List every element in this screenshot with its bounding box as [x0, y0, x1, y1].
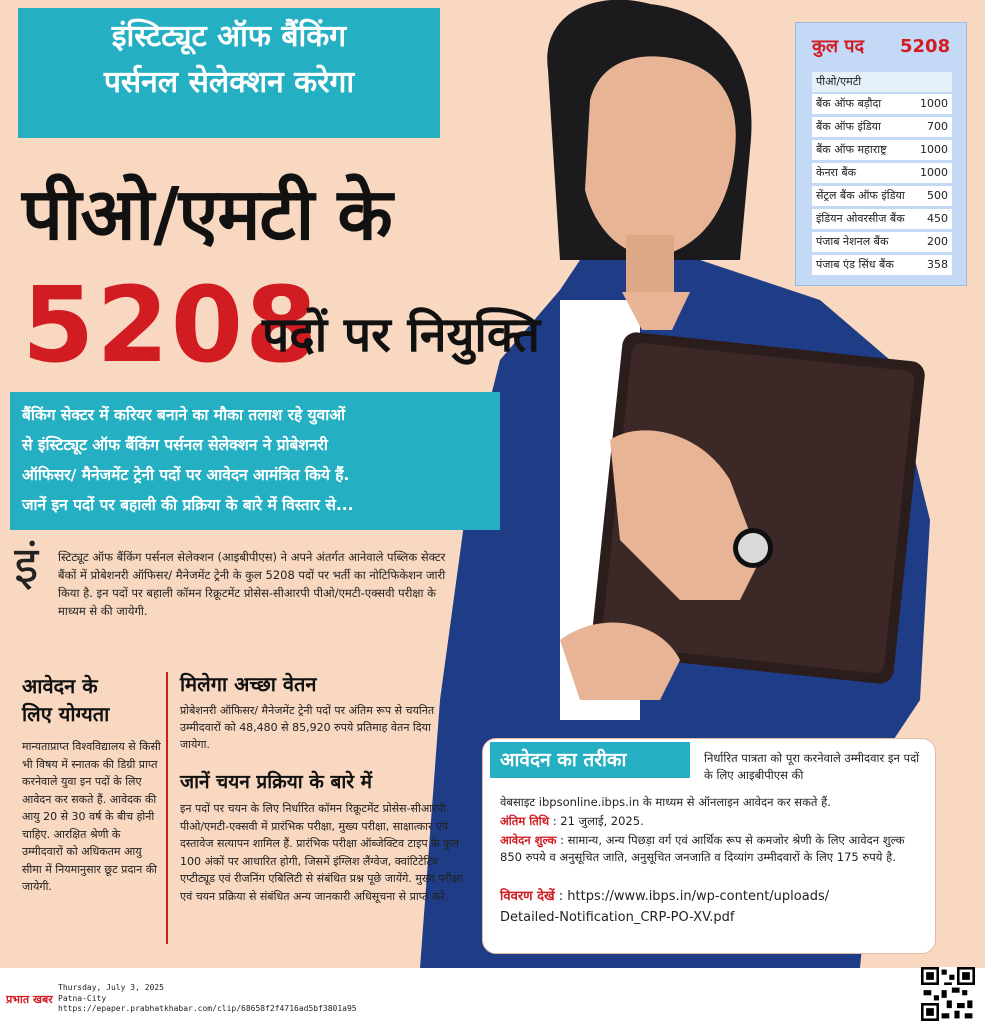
bank-posts: 200	[927, 235, 948, 248]
table-row	[812, 255, 952, 275]
intro-paragraph: स्टिट्यूट ऑफ बैंकिंग पर्सनल सेलेक्शन (आइबीपीएस) ने अपने अंतर्गत आनेवाले पब्लिक सेक्टर बैंकों में प्रोबेशनरी ऑफिसर/ मैनेजमेंट ट्रेनी के कुल 5208 पदों पर भर्ती का नोटिफिकेशन जारी किया है. इन पदों पर बहाली कॉमन रिक्रूटमेंट प्रोसेस-सीआरपी पीओ/एमटी-एक्सवी परीक्षा के माध्यम से की जायेगी.	[58, 550, 446, 618]
application-website-line: वेबसाइट ibpsonline.ibps.in के माध्यम से ऑनलाइन आवेदन कर सकते हैं.	[500, 795, 831, 809]
selection-heading: जानें चयन प्रक्रिया के बारे में	[180, 771, 373, 793]
total-posts-number: 5208	[22, 264, 320, 386]
bank-posts: 1000	[920, 97, 948, 110]
table-row	[812, 140, 952, 160]
table-row	[812, 186, 952, 206]
application-title: आवेदन का तरीका	[500, 749, 627, 771]
drop-cap: इं	[14, 536, 39, 594]
salary-text: प्रोबेशनरी ऑफिसर/ मैनेजमेंट ट्रेनी पदों पर अंतिम रूप से चयनित उम्मीदवारों को 48,480 से 85,920 रुपये प्रतिमाह वेतन दिया जायेगा.	[180, 704, 435, 751]
table-row	[812, 94, 952, 114]
vacancy-table-subtitle: पीओ/एमटी	[812, 72, 952, 92]
selection-text: इन पदों पर चयन के लिए निर्धारित कॉमन रिक्रूटमेंट प्रोसेस-सीआरपी पीओ/एमटी-एक्सवी में प्रारंभिक परीक्षा, मुख्य परीक्षा, साक्षात्कार एवं दस्तावेज सत्यापन शामिल हैं. प्रारंभिक परीक्षा ऑब्जेक्टिव टाइप के कुल 100 अंकों पर आधारित होगी, जिसमें इंग्लिश लैंग्वेज, क्वांटिटेटिव एप्टीट्यूड एवं रीजनिंग एबिलिटी से संबंधित प्रश्न पूछे जायेंगे. मुख्य परीक्षा एवं चयन प्रक्रिया से संबंधित अन्य जानकारी अधिसूचना से प्राप्त करें.	[180, 802, 463, 903]
salary-heading: मिलेगा अच्छा वेतन	[180, 672, 317, 696]
eligibility-heading-line-1: आवेदन के	[22, 674, 98, 698]
newspaper-logo: प्रभात खबर	[6, 993, 53, 1006]
bank-name: केनरा बैंक	[816, 166, 857, 179]
banner-line-1: इंस्टिट्यूट ऑफ बैंकिंग	[111, 19, 347, 54]
main-headline: पीओ/एमटी के	[22, 172, 392, 256]
vacancy-table-total: 5208	[900, 36, 951, 57]
bank-posts: 700	[927, 120, 948, 133]
bank-posts: 358	[927, 258, 948, 271]
table-row	[812, 232, 952, 252]
deadline-line	[500, 813, 920, 830]
qr-code-icon[interactable]	[921, 967, 975, 1021]
details-label: विवरण देखें	[500, 889, 555, 904]
deadline-value: : 21 जुलाई, 2025.	[552, 814, 644, 828]
lead-line: से इंस्टिट्यूट ऑफ बैंकिंग पर्सनल सेलेक्शन ने प्रोबेशनरी	[22, 436, 328, 454]
vacancy-table-title: कुल पद	[812, 36, 865, 57]
eligibility-heading-line-2: लिए योग्यता	[22, 702, 110, 726]
clip-date: Thursday, July 3, 2025	[58, 983, 164, 992]
deadline-label: अंतिम तिथि	[500, 814, 550, 828]
details-url-1[interactable]: : https://www.ibps.in/wp-content/uploads/	[558, 889, 830, 904]
bank-posts: 1000	[920, 143, 948, 156]
bank-name: इंडियन ओवरसीज बैंक	[816, 212, 905, 225]
fee-line	[500, 832, 920, 866]
fee-value: : सामान्य, अन्य पिछड़ा वर्ग एवं आर्थिक रूप से कमजोर श्रेणी के लिए आवेदन शुल्क 850 रुपये व अनुसूचित जाति, अनुसूचित जनजाति व दिव्यांग उम्मीदवारों के लिए 175 रुपये है.	[500, 833, 905, 864]
fee-label: आवेदन शुल्क	[500, 833, 557, 847]
banner-text	[18, 14, 440, 106]
bank-name: बैंक ऑफ महाराष्ट्र	[816, 143, 887, 156]
banner-line-2: पर्सनल सेलेक्शन करेगा	[103, 65, 355, 100]
eligibility-text: मान्यताप्राप्त विश्वविद्यालय से किसी भी विषय में स्नातक की डिग्री प्राप्त करनेवाले युवा इन पदों के लिए आवेदन कर सकते हैं. आवेदक की आयु 20 से 30 वर्ष के बीच होनी चाहिए. आरक्षित श्रेणी के उम्मीदवारों को अधिकतम आयु सीमा में नियमानुसार छूट प्रदान की जायेगी.	[22, 740, 161, 893]
lead-line: बैंकिंग सेक्टर में करियर बनाने का मौका तलाश रहे युवाओं	[22, 406, 346, 424]
headline-subline: पदों पर नियुक्ति	[262, 307, 540, 363]
clip-metadata	[58, 983, 357, 1015]
eligibility-heading	[22, 672, 162, 728]
details-url-2[interactable]: Detailed-Notification_CRP-PO-XV.pdf	[500, 910, 735, 925]
lead-line: ऑफिसर/ मैनेजमेंट ट्रेनी पदों पर आवेदन आमंत्रित किये हैं.	[22, 466, 350, 484]
bank-name: बैंक ऑफ इंडिया	[816, 120, 881, 133]
table-row	[812, 163, 952, 183]
table-row	[812, 209, 952, 229]
lead-paragraph	[22, 400, 492, 520]
bank-name: पंजाब एंड सिंध बैंक	[816, 258, 894, 271]
bank-name: बैंक ऑफ बड़ौदा	[816, 97, 882, 110]
vacancy-table-heading	[812, 32, 952, 62]
application-intro: निर्धारित पात्रता को पूरा करनेवाले उम्मीदवार इन पदों के लिए आइबीपीएस की	[704, 751, 920, 782]
bank-name: पंजाब नेशनल बैंक	[816, 235, 889, 248]
clip-url[interactable]: https://epaper.prabhatkhabar.com/clip/68658f2f4716ad5bf3801a95	[58, 1004, 357, 1013]
details-line	[500, 888, 920, 905]
bank-posts: 450	[927, 212, 948, 225]
bank-posts: 500	[927, 189, 948, 202]
bank-name: सेंट्रल बैंक ऑफ इंडिया	[816, 189, 905, 202]
bank-posts: 1000	[920, 166, 948, 179]
clip-edition: Patna-City	[58, 993, 107, 1003]
lead-line: जानें इन पदों पर बहाली की प्रक्रिया के बारे में विस्तार से...	[22, 496, 354, 514]
table-row	[812, 117, 952, 137]
column-divider	[166, 672, 168, 944]
